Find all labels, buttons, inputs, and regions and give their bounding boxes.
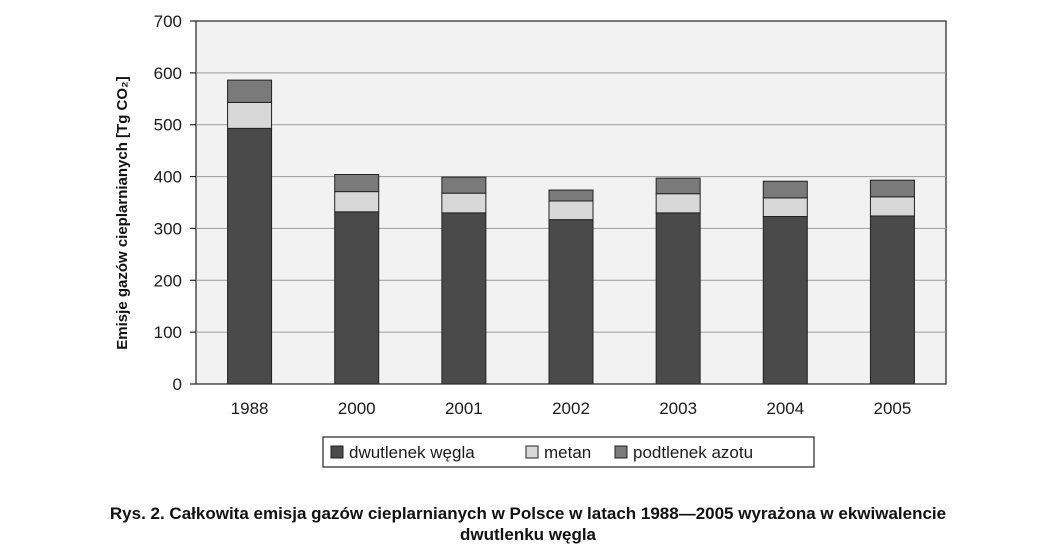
x-tick-label: 2004 [766,399,805,418]
y-tick-label: 200 [153,271,182,291]
bar-stack-2000 [335,174,379,384]
x-tick-label: 2001 [444,399,483,418]
bar-stack-2004 [763,181,807,384]
legend-label: dwutlenek węgla [349,443,475,462]
bar-stack-2005 [870,180,914,384]
y-tick-label: 600 [153,63,182,83]
bar-segment-nitrous-oxide [335,174,379,191]
bar-segment-nitrous-oxide [228,80,272,102]
bar-segment-co2 [549,220,593,384]
figure-caption-line-1: Rys. 2. Całkowita emisja gazów cieplarnianych w Polsce w latach 1988—2005 wyrażona w ekwiwalencie [109,504,947,523]
bar-segment-methane [870,197,914,216]
y-tick-label: 500 [153,115,182,135]
y-axis-label: Emisje gazów cieplarnianych [Tg CO₂] [114,76,131,350]
y-axis-ticks [154,12,196,394]
bar-segment-nitrous-oxide [656,178,700,194]
figure-caption-line-2: dwutlenku węgla [459,525,597,544]
x-tick-label: 2005 [873,399,912,418]
bar-segment-nitrous-oxide [442,177,486,193]
bar-segment-co2 [656,213,700,384]
bar-stack-1988 [228,80,272,384]
bar-segment-co2 [870,216,914,384]
legend-swatch [526,446,538,458]
bar-segment-methane [549,201,593,220]
bar-segment-nitrous-oxide [763,181,807,198]
bar-stack-2001 [442,177,486,384]
bar-segment-nitrous-oxide [549,190,593,201]
x-tick-label: 1988 [230,399,269,418]
legend [323,437,814,467]
bar-segment-nitrous-oxide [870,180,914,197]
y-tick-label: 0 [172,375,182,394]
bar-segment-methane [335,192,379,212]
legend-swatch [331,446,343,458]
x-tick-label: 2002 [552,399,590,418]
bar-segment-co2 [442,213,486,384]
y-tick-label: 700 [153,12,182,31]
bar-segment-methane [442,193,486,213]
y-tick-label: 300 [153,219,182,239]
bar-segment-co2 [228,128,272,384]
legend-swatch [615,446,627,458]
bar-segment-co2 [335,212,379,384]
y-tick-label: 100 [153,323,182,343]
x-axis-ticks [231,399,912,418]
y-tick-label: 400 [153,167,182,187]
bar-segment-co2 [763,217,807,384]
bar-stack-2002 [549,190,593,384]
bar-segment-methane [763,198,807,217]
x-tick-label: 2003 [659,399,698,418]
legend-label: metan [544,443,592,462]
legend-label: podtlenek azotu [633,443,754,462]
x-tick-label: 2000 [337,399,376,418]
bar-segment-methane [656,194,700,213]
bar-segment-methane [228,102,272,128]
bar-stack-2003 [656,178,700,384]
